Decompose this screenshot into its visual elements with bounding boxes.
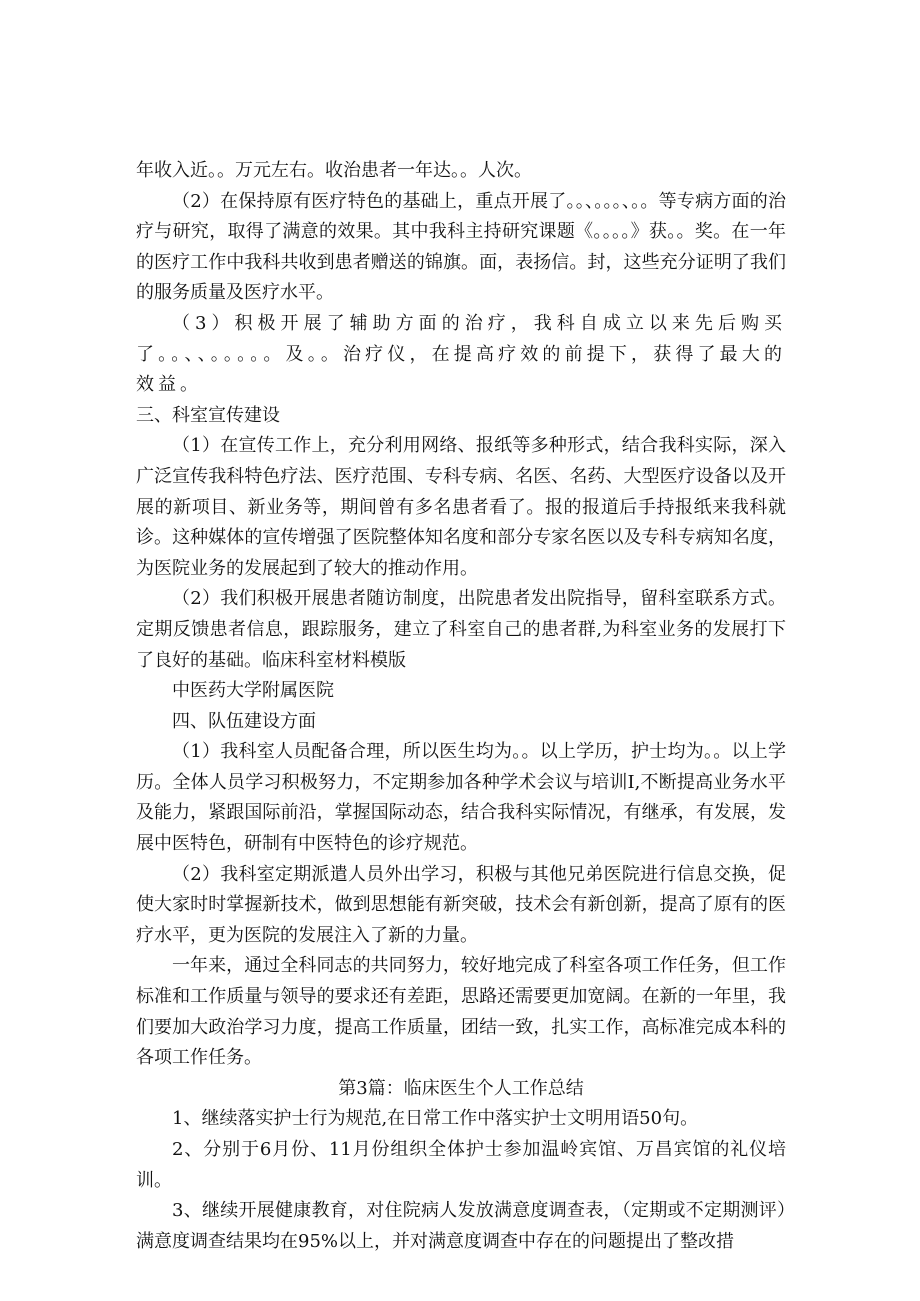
section-heading-publicity: 三、科室宣传建设 [136, 404, 280, 426]
article-title-part3: 第3篇：临床医生个人工作总结 [338, 1077, 584, 1099]
paragraph-auxiliary-treatment: （3）积极开展了辅助方面的治疗，我科自成立以来先后购买了。。、、。。。。。及。。治疗仪，在提高疗效的前提下，获得了最大的效益。 [136, 312, 786, 396]
list-item-3: 3、继续开展健康教育，对住院病人发放满意度调查表，（定期或不定期测评）满意度调查结果均在95%以上，并对满意度调查中存在的问题提出了整改措 [136, 1200, 786, 1252]
paragraph-publicity-media: （1）在宣传工作上，充分利用网络、报纸等多种形式，结合我科实际，深入广泛宣传我科特色疗法、医疗范围、专科专病、名医、名药、大型医疗设备以及开展的新项目、新业务等，期间曾有多名患者看了。报的报道后手持报纸来我科就诊。这种媒体的宣传增强了医院整体知名度和部分专家名医以及专科专病知名度，为医院业务的发展起到了较大的推动作用。 [136, 435, 786, 579]
paragraph-income-line: 年收入近。。万元左右。收治患者一年达。。人次。 [136, 160, 532, 181]
paragraph-patient-followup: （2）我们积极开展患者随访制度，出院患者发出院指导，留科室联系方式。定期反馈患者信息，跟踪服务，建立了科室自己的患者群,为科室业务的发展打下了良好的基础。临床科室材料模版 [136, 588, 786, 671]
paragraph-staffing: （1）我科室人员配备合理，所以医生均为。。以上学历，护士均为。。以上学历。全体人员学习积极努力，不定期参加各种学术会议与培训I,不断提高业务水平及能力，紧跟国际前沿，掌握国际动态，结合我科实际情况，有继承，有发展，发展中医特色，研制有中医特色的诊疗规范。 [136, 741, 786, 855]
paragraph-specialty-treatment: （2）在保持原有医疗特色的基础上，重点开展了。。、。。。、。。等专病方面的治疗与研究，取得了满意的效果。其中我科主持研究课题《。。。。》获。。奖。在一年的医疗工作中我科共收到患者赠送的锦旗。面，表扬信。封，这些充分证明了我们的服务质量及医疗水平。 [136, 190, 786, 304]
list-item-2: 2、分别于6月份、11月份组织全体护士参加温岭宾馆、万昌宾馆的礼仪培训。 [136, 1139, 786, 1191]
paragraph-year-summary: 一年来，通过全科同志的共同努力，较好地完成了科室各项工作任务，但工作标准和工作质量与领导的要求还有差距，思路还需要更加宽阔。在新的一年里，我们要加大政治学习力度，提高工作质量，团结一致，扎实工作，高标准完成本科的各项工作任务。 [136, 955, 786, 1069]
document-body [136, 156, 786, 1257]
paragraph-external-study: （2）我科室定期派遣人员外出学习，积极与其他兄弟医院进行信息交换，促使大家时时掌握新技术，做到思想能有新突破，技术会有新创新，提高了原有的医疗水平，更为医院的发展注入了新的力量。 [136, 863, 786, 946]
section-heading-team: 四、队伍建设方面 [172, 710, 316, 732]
list-item-1: 1、继续落实护士行为规范,在日常工作中落实护士文明用语50句。 [172, 1108, 699, 1130]
hospital-name-line: 中医药大学附属医院 [172, 680, 334, 702]
